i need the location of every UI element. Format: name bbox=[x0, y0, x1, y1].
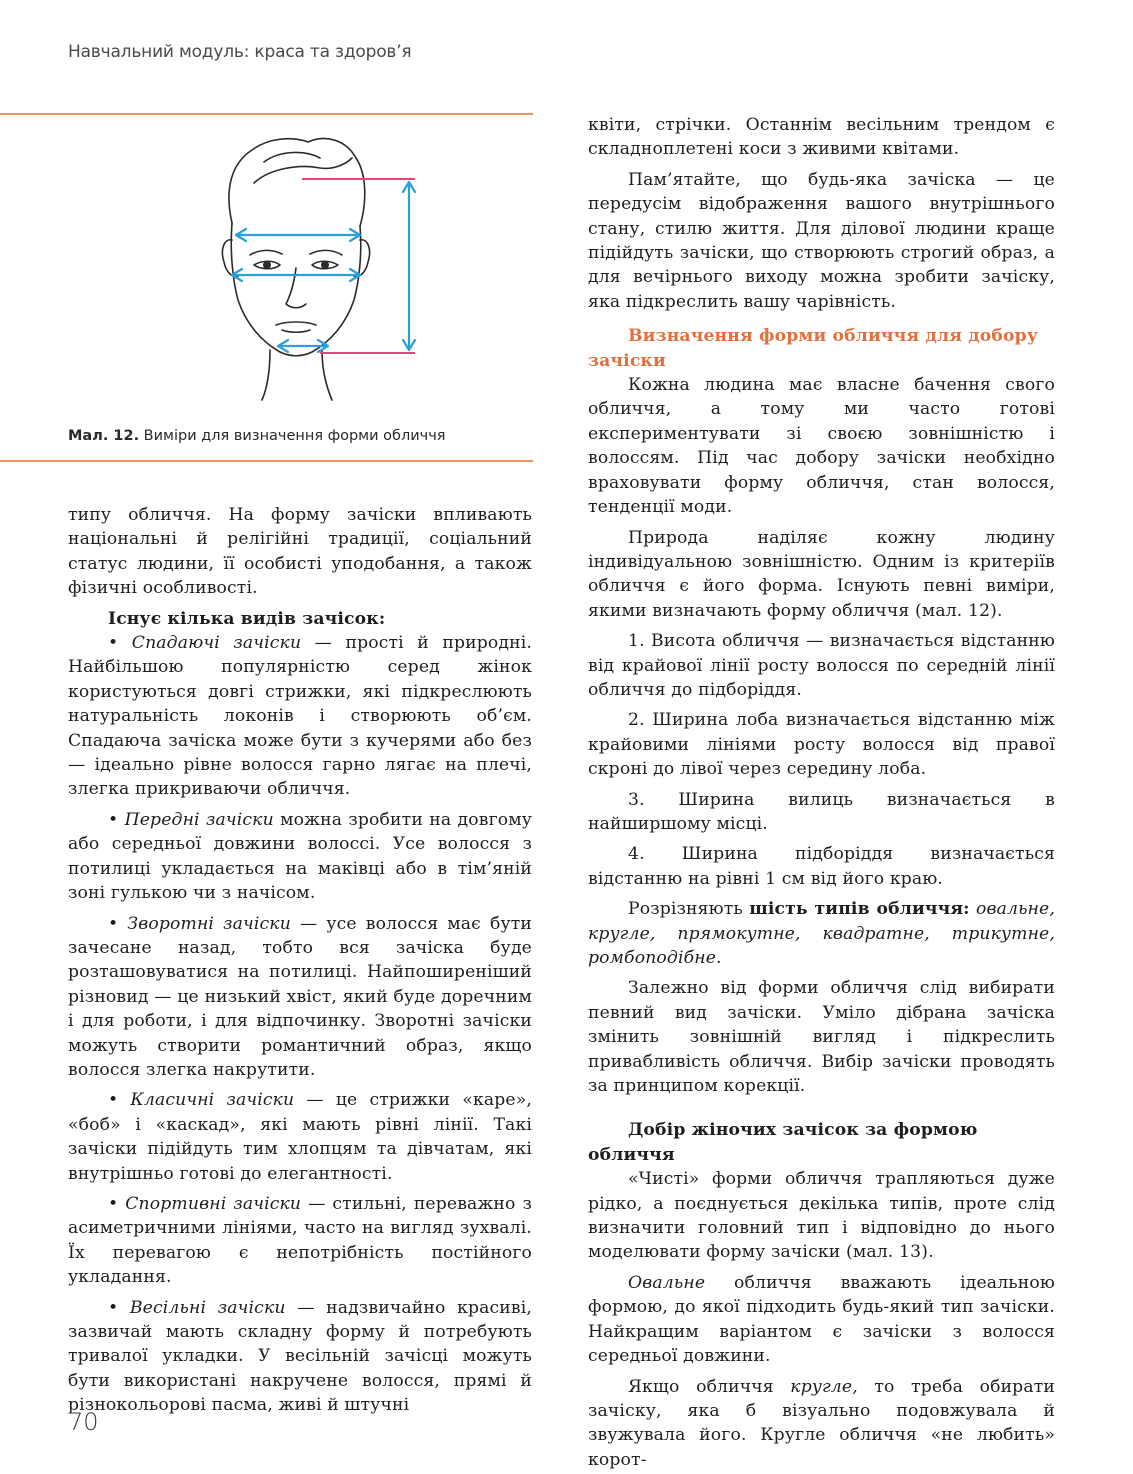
term: Овальне bbox=[628, 1272, 706, 1293]
types-heading: Існує кілька видів зачісок: bbox=[108, 608, 386, 629]
running-head: Навчальний модуль: краса та здоров’я bbox=[68, 42, 412, 62]
item-text: обличчя вважають ідеальною формою, до якої підходить будь-який тип зачіски. Найкращим варіантом є зачіски з волосся середньої довжини. bbox=[588, 1272, 1055, 1367]
term: Весільні зачіски bbox=[129, 1297, 286, 1318]
term: Спадаючі зачіски bbox=[131, 633, 302, 654]
measurement-item: 4. Ширина підборіддя визначається відстанню на рівні 1 см від його краю. bbox=[588, 844, 1055, 889]
item-text: — надзвичайно красиві, зазвичай мають складну форму й потребують тривалої укладки. У весільній зачісці можуть бути використані накручене волосся, прямі й різнокольорові пасма, живі й штучні bbox=[68, 1297, 532, 1416]
face-measurement-figure bbox=[180, 128, 450, 403]
lead-text: Якщо обличчя bbox=[628, 1376, 791, 1397]
list-item bbox=[68, 808, 532, 906]
measurement-item: 1. Висота обличчя — визначається відстанню від крайової лінії росту волосся по середній лінії обличчя до підборіддя. bbox=[588, 631, 1055, 700]
item-text: можна зробити на довгому або середньої довжини волоссі. Усе волосся з потилиці укладається на маківці або в тім’яній зоні гулькою чи з начісом. bbox=[68, 809, 533, 904]
page-number: 70 bbox=[68, 1408, 99, 1436]
term: кругле, bbox=[790, 1376, 858, 1397]
measurement-item: 2. Ширина лоба визначається відстанню між крайовими лініями росту волосся від правої скроні до лівої через середину лоба. bbox=[588, 710, 1055, 780]
paragraph: Кожна людина має власне бачення свого обличчя, а тому ми часто готові експериментувати зі своєю зовнішністю і волоссям. Під час добору зачіски необхідно враховувати форму обличчя, стан волосся, тенденції моди. bbox=[588, 375, 1055, 518]
bottom-divider bbox=[0, 460, 533, 462]
term: Класичні зачіски bbox=[130, 1090, 295, 1111]
paragraph: типу обличчя. На форму зачіски впливають національні й релігійні традиції, соціальний статус людини, її особисті уподобання, а також фізичні особливості. bbox=[68, 505, 532, 599]
item-text: — прості й природні. Найбільшою популярністю серед жінок користуються довгі стрижки, які підкреслюють натуральність локонів і створюють об’єм. Спадаюча зачіска може бути з кучерями або без — ідеально рівне волосся гарно лягає на плечі, злегка прикриваючи обличчя. bbox=[68, 633, 532, 800]
bullet: • bbox=[108, 1090, 131, 1111]
list-item bbox=[68, 912, 532, 1083]
right-column bbox=[588, 113, 1055, 1472]
bullet: • bbox=[108, 1297, 130, 1318]
round-paragraph bbox=[588, 1375, 1055, 1473]
left-column bbox=[68, 503, 532, 1418]
paragraph: Природа наділяє кожну людину індивідуальною зовнішністю. Одним із критеріїв обличчя є його форма. Існують певні виміри, якими визначають форму обличчя (мал. 12). bbox=[588, 527, 1055, 621]
term: Зворотні зачіски bbox=[127, 913, 291, 934]
subsection-title: Добір жіночих зачісок за формою обличчя bbox=[588, 1120, 978, 1165]
face-types-list: овальне, кругле, прямокутне, квадратне, трикутне, ромбоподібне. bbox=[588, 899, 1055, 968]
list-item bbox=[68, 1192, 532, 1290]
paragraph: Залежно від форми обличчя слід вибирати певний вид зачіски. Уміло дібрана зачіска змінить зовнішній вигляд і підкреслить привабливість обличчя. Вибір зачіски проводять за принципом корекції. bbox=[588, 978, 1055, 1097]
bold-text: шість типів обличчя: bbox=[749, 899, 970, 920]
face-types-paragraph bbox=[588, 897, 1055, 970]
bullet: • bbox=[108, 1193, 126, 1214]
paragraph: квіти, стрічки. Останнім весільним трендом є складноплетені коси з живими квітами. bbox=[588, 115, 1055, 160]
item-text: — усе волосся має бути зачесане назад, тобто вся зачіска буде розташовуватися на потилиці. Найпоширеніший різновид — це низький хвіст, який буде доречним і для роботи, і для відпочинку. Зворотні зачіски можуть створити романтичний образ, якщо волосся злегка накрутити. bbox=[68, 913, 532, 1080]
lead-text: Розрізняють bbox=[628, 899, 750, 920]
bullet: • bbox=[108, 633, 132, 654]
measurement-item: 3. Ширина вилиць визначається в найширшому місці. bbox=[588, 789, 1055, 834]
term: Спортивні зачіски bbox=[125, 1193, 302, 1214]
term: Передні зачіски bbox=[124, 809, 274, 830]
paragraph: Пам’ятайте, що будь-яка зачіска — це передусім відображення вашого внутрішнього стану, стилю життя. Для ділової людини краще підійдуть зачіски, що створюють строгий образ, а для вечірнього виходу можна зробити зачіску, яка підкреслить вашу чарівність. bbox=[588, 169, 1055, 312]
paragraph: «Чисті» форми обличчя трапляються дуже рідко, а поєднується декілька типів, проте слід визначити головний тип і відповідно до нього моделювати форму зачіски (мал. 13). bbox=[588, 1169, 1055, 1263]
list-item bbox=[68, 1088, 532, 1186]
section-title: Визначення форми обличчя для добору зачіски bbox=[588, 326, 1038, 371]
face-illustration bbox=[180, 128, 450, 403]
bullet: • bbox=[108, 913, 128, 934]
list-item bbox=[68, 631, 532, 802]
oval-paragraph bbox=[588, 1271, 1055, 1369]
caption-text: Виміри для визначення форми обличчя bbox=[139, 428, 446, 444]
figure-caption bbox=[68, 428, 538, 444]
bullet: • bbox=[108, 809, 125, 830]
list-item bbox=[68, 1296, 532, 1418]
item-text: то треба обирати зачіску, яка б візуально подовжувала й звужувала його. Кругле обличчя «не любить» корот- bbox=[588, 1376, 1055, 1470]
caption-label: Мал. 12. bbox=[68, 428, 140, 444]
item-text: — це стрижки «каре», «боб» і «каскад», які мають рівні лінії. Такі зачіски підійдуть тим хлопцям та дівчатам, які внутрішньо готові до елегантності. bbox=[68, 1090, 532, 1184]
item-text: — стильні, переважно з асиметричними лініями, часто на вигляд зухвалі. Їх перевагою є непотрібність постійного укладання. bbox=[68, 1193, 532, 1288]
top-divider bbox=[0, 113, 533, 115]
